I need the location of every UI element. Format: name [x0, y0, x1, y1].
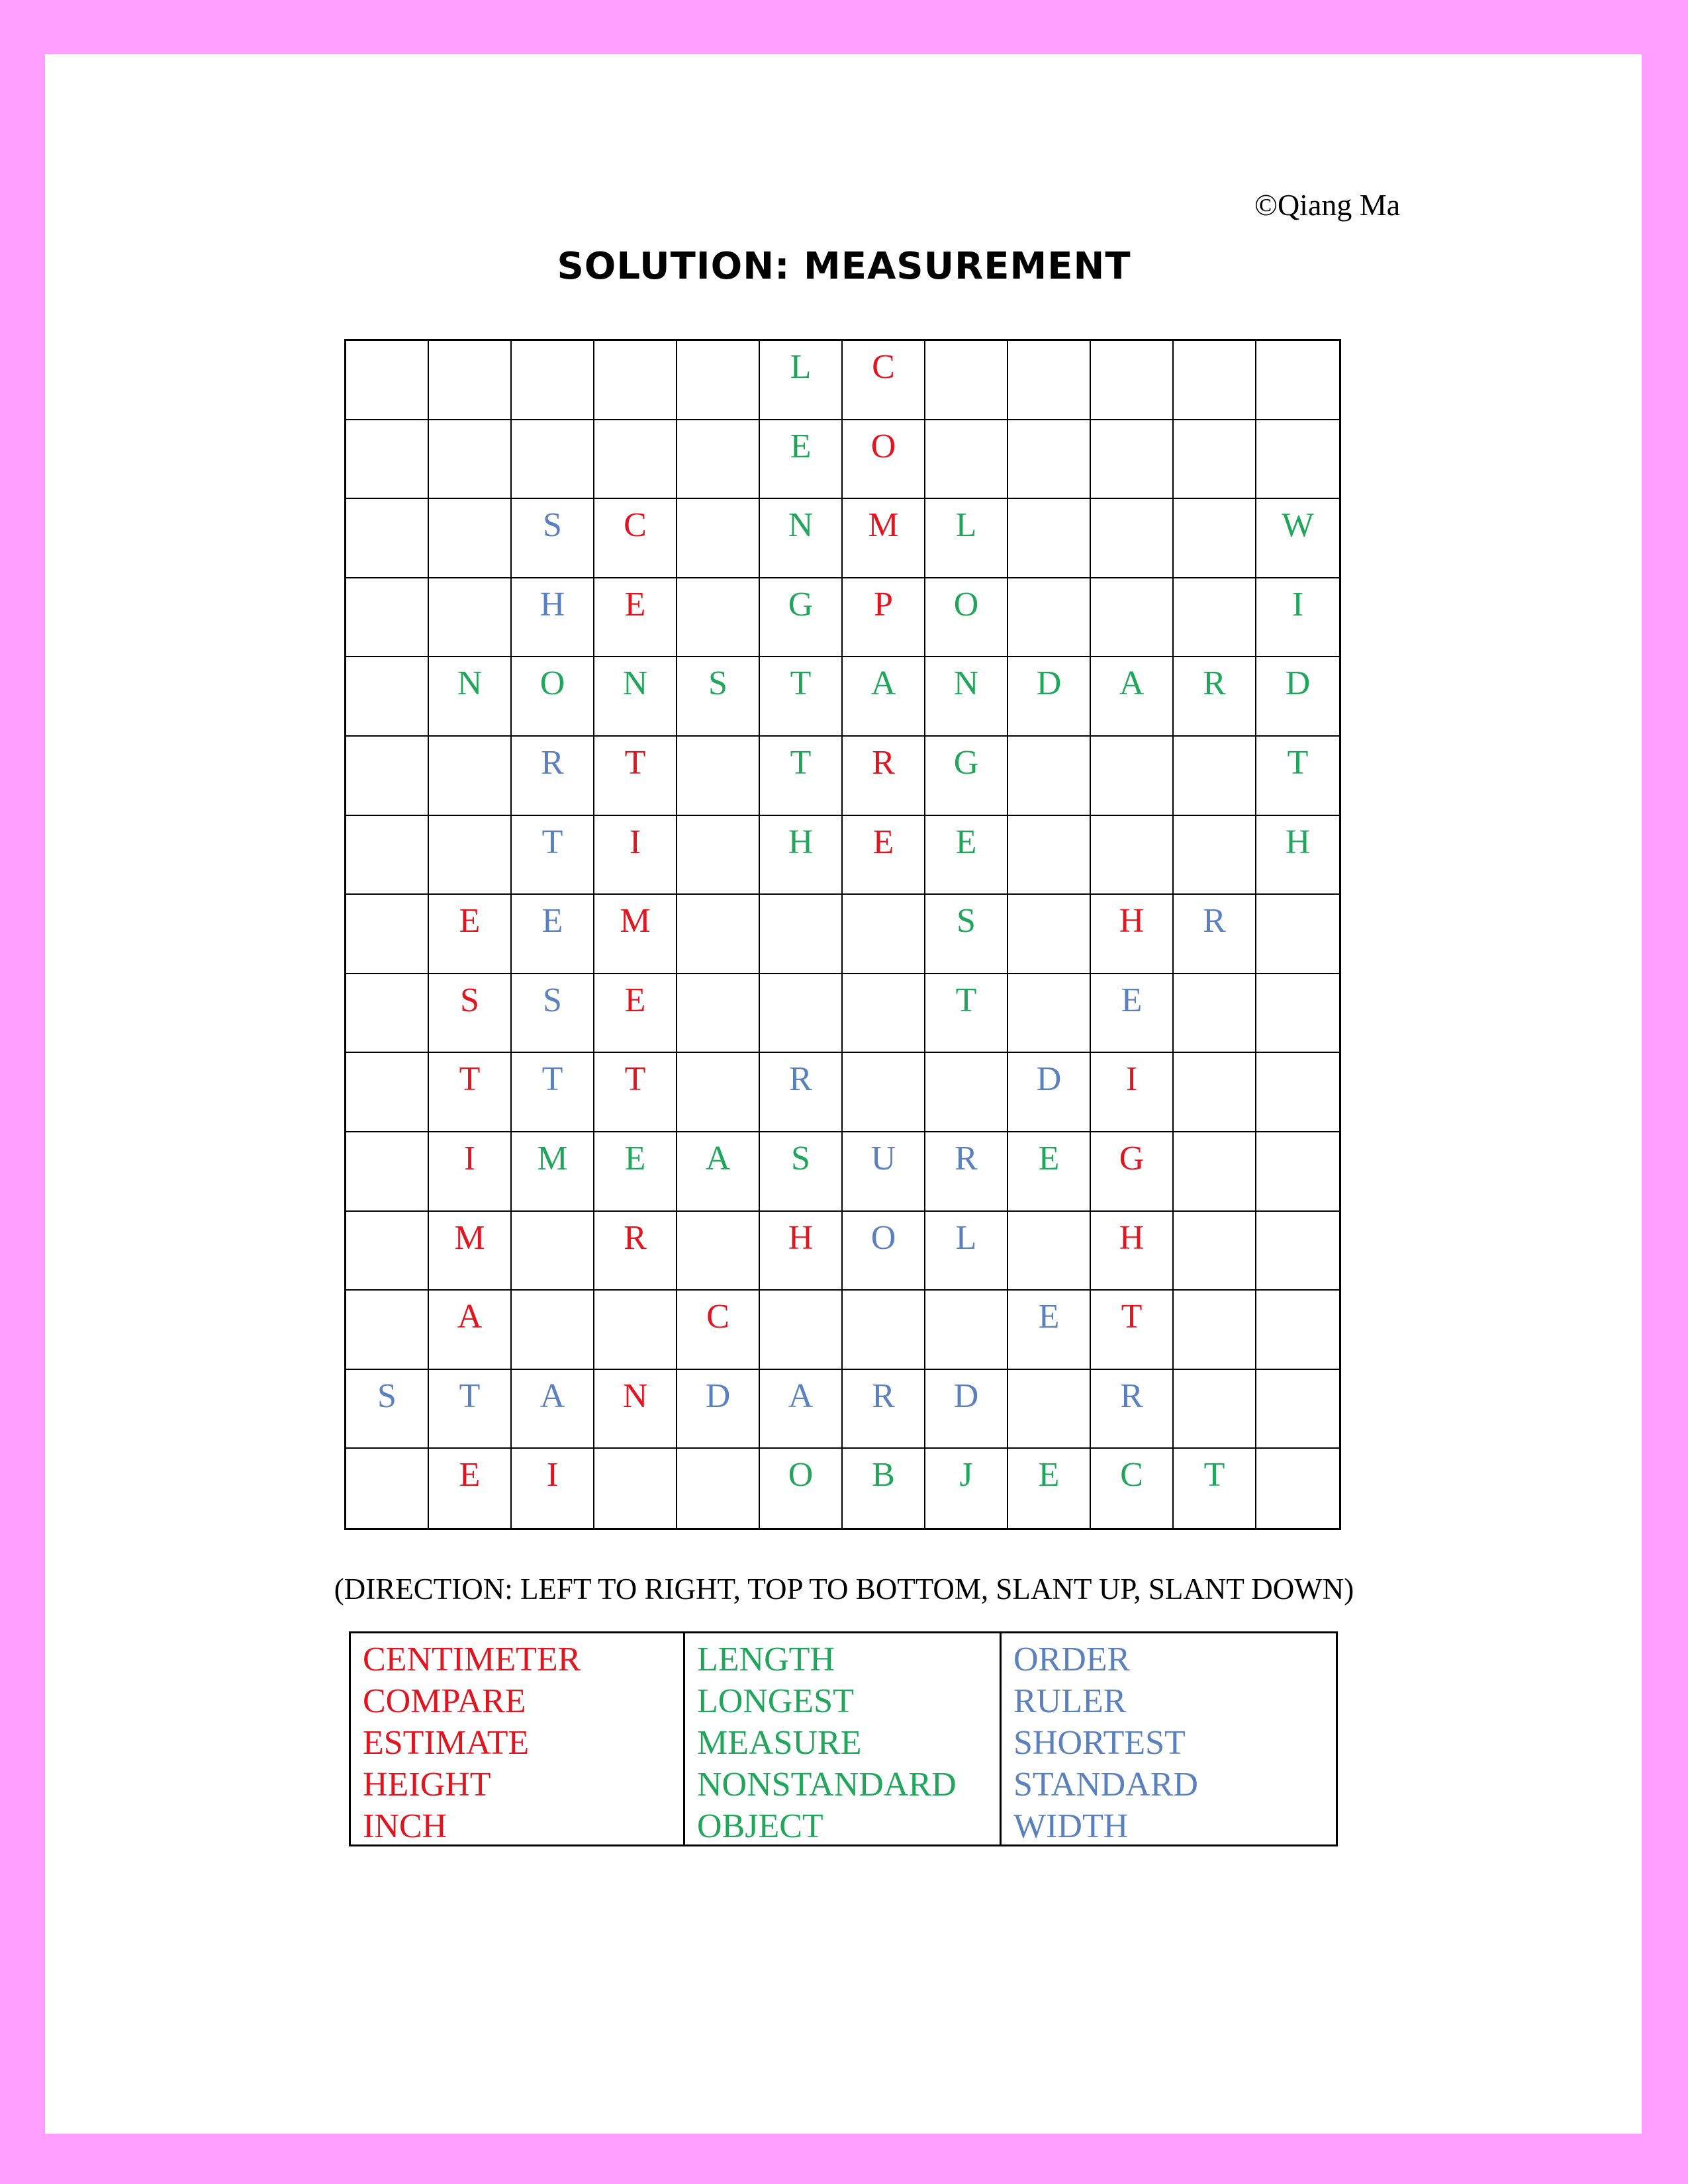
grid-cell [429, 816, 512, 895]
grid-cell: E [1008, 1291, 1091, 1370]
grid-cell [1008, 420, 1091, 500]
direction-note: (DIRECTION: LEFT TO RIGHT, TOP TO BOTTOM, SLANT UP, SLANT DOWN) [334, 1572, 1354, 1606]
copyright-notice: ©Qiang Ma [1254, 188, 1401, 222]
grid-cell: R [1174, 657, 1256, 737]
grid-cell: G [925, 737, 1008, 816]
grid-cell [512, 1291, 594, 1370]
grid-cell [1256, 1212, 1339, 1291]
grid-cell [843, 1053, 925, 1132]
grid-cell: C [677, 1291, 760, 1370]
word-bank-word: INCH [363, 1807, 447, 1845]
grid-cell: T [1174, 1449, 1256, 1528]
grid-cell [429, 578, 512, 658]
grid-cell [677, 1053, 760, 1132]
grid-cell: A [843, 657, 925, 737]
grid-cell: M [429, 1212, 512, 1291]
grid-cell [429, 341, 512, 420]
grid-cell: L [925, 1212, 1008, 1291]
grid-cell [1174, 341, 1256, 420]
grid-cell: R [843, 737, 925, 816]
grid-cell: E [594, 1132, 677, 1212]
grid-cell [1091, 816, 1174, 895]
grid-cell [1008, 737, 1091, 816]
grid-cell [1091, 420, 1174, 500]
word-bank-word: OBJECT [697, 1807, 823, 1845]
grid-cell: P [843, 578, 925, 658]
grid-cell [346, 420, 429, 500]
grid-cell [594, 1449, 677, 1528]
grid-cell: E [1091, 974, 1174, 1054]
grid-cell: B [843, 1449, 925, 1528]
grid-cell: E [512, 895, 594, 974]
grid-cell: R [925, 1132, 1008, 1212]
grid-cell [346, 974, 429, 1054]
grid-cell: D [1256, 657, 1339, 737]
grid-cell: H [760, 816, 843, 895]
grid-cell: W [1256, 499, 1339, 578]
grid-cell [1174, 1132, 1256, 1212]
grid-cell [1256, 1370, 1339, 1449]
word-bank-word: HEIGHT [363, 1766, 491, 1803]
grid-cell [1256, 1053, 1339, 1132]
grid-cell: A [1091, 657, 1174, 737]
grid-cell: S [760, 1132, 843, 1212]
grid-cell: N [925, 657, 1008, 737]
word-bank-word: STANDARD [1013, 1766, 1198, 1803]
grid-cell [429, 420, 512, 500]
grid-cell [429, 499, 512, 578]
grid-cell: D [925, 1370, 1008, 1449]
word-bank-word: MEASURE [697, 1724, 862, 1762]
grid-cell: H [1091, 1212, 1174, 1291]
grid-cell: I [429, 1132, 512, 1212]
grid-cell [1174, 1212, 1256, 1291]
grid-cell: S [925, 895, 1008, 974]
grid-cell [1091, 499, 1174, 578]
grid-cell [677, 816, 760, 895]
word-bank-word: WIDTH [1013, 1807, 1129, 1845]
grid-cell [1008, 974, 1091, 1054]
grid-cell: L [925, 499, 1008, 578]
grid-cell [346, 816, 429, 895]
grid-cell: E [429, 895, 512, 974]
grid-cell [1091, 341, 1174, 420]
grid-cell [594, 420, 677, 500]
grid-cell: E [594, 974, 677, 1054]
grid-cell: C [843, 341, 925, 420]
word-bank-word: ORDER [1013, 1641, 1131, 1678]
grid-cell: S [429, 974, 512, 1054]
grid-cell [677, 1449, 760, 1528]
grid-cell [925, 420, 1008, 500]
grid-cell [1256, 974, 1339, 1054]
grid-cell: M [594, 895, 677, 974]
grid-cell: G [1091, 1132, 1174, 1212]
grid-cell: R [760, 1053, 843, 1132]
grid-cell [346, 1053, 429, 1132]
grid-cell [346, 657, 429, 737]
grid-cell [346, 341, 429, 420]
word-bank-word: LONGEST [697, 1682, 854, 1720]
word-bank-word: ESTIMATE [363, 1724, 530, 1762]
grid-cell: S [677, 657, 760, 737]
grid-cell: T [594, 1053, 677, 1132]
grid-cell [1174, 974, 1256, 1054]
grid-cell [346, 499, 429, 578]
grid-cell [429, 737, 512, 816]
word-bank-column [1002, 1633, 1336, 1844]
grid-cell: L [760, 341, 843, 420]
grid-cell [346, 1291, 429, 1370]
grid-cell [346, 895, 429, 974]
grid-cell: O [512, 657, 594, 737]
word-search-grid [344, 339, 1341, 1530]
grid-cell: R [843, 1370, 925, 1449]
grid-cell [1174, 1291, 1256, 1370]
grid-cell [1256, 420, 1339, 500]
grid-cell [1256, 1132, 1339, 1212]
grid-cell: N [760, 499, 843, 578]
grid-cell: E [925, 816, 1008, 895]
grid-cell [1091, 578, 1174, 658]
grid-cell: C [1091, 1449, 1174, 1528]
grid-cell: R [594, 1212, 677, 1291]
grid-cell [677, 341, 760, 420]
grid-cell [1174, 420, 1256, 500]
grid-cell: O [760, 1449, 843, 1528]
grid-cell [677, 420, 760, 500]
grid-cell: G [760, 578, 843, 658]
grid-cell: A [512, 1370, 594, 1449]
grid-cell [594, 1291, 677, 1370]
grid-cell [1174, 499, 1256, 578]
grid-cell [1091, 737, 1174, 816]
grid-cell [594, 341, 677, 420]
grid-cell [512, 341, 594, 420]
grid-cell: A [677, 1132, 760, 1212]
grid-cell: S [512, 974, 594, 1054]
grid-cell: T [760, 657, 843, 737]
grid-cell [843, 1291, 925, 1370]
grid-cell: T [512, 816, 594, 895]
grid-cell: A [429, 1291, 512, 1370]
grid-cell: N [429, 657, 512, 737]
grid-cell: H [1091, 895, 1174, 974]
grid-cell: A [760, 1370, 843, 1449]
grid-cell: H [512, 578, 594, 658]
grid-cell [346, 578, 429, 658]
grid-cell [677, 974, 760, 1054]
grid-cell [1256, 895, 1339, 974]
grid-cell [677, 578, 760, 658]
grid-cell: N [594, 1370, 677, 1449]
grid-cell [925, 1291, 1008, 1370]
grid-cell: R [1091, 1370, 1174, 1449]
grid-cell: I [1091, 1053, 1174, 1132]
grid-cell [1174, 578, 1256, 658]
grid-cell [677, 1212, 760, 1291]
grid-cell: E [429, 1449, 512, 1528]
grid-cell: H [760, 1212, 843, 1291]
grid-cell [925, 1053, 1008, 1132]
grid-cell: T [925, 974, 1008, 1054]
grid-cell: D [1008, 657, 1091, 737]
grid-cell: O [925, 578, 1008, 658]
word-bank-word: SHORTEST [1013, 1724, 1186, 1762]
grid-cell [1256, 1449, 1339, 1528]
grid-cell: T [1256, 737, 1339, 816]
grid-cell: O [843, 1212, 925, 1291]
grid-cell [1008, 895, 1091, 974]
grid-cell: T [429, 1053, 512, 1132]
grid-cell [677, 895, 760, 974]
grid-cell: R [512, 737, 594, 816]
grid-cell: E [1008, 1449, 1091, 1528]
grid-cell: T [594, 737, 677, 816]
grid-cell [1008, 499, 1091, 578]
grid-cell [346, 1212, 429, 1291]
grid-cell: E [843, 816, 925, 895]
grid-cell [512, 1212, 594, 1291]
grid-cell [1008, 341, 1091, 420]
grid-cell [843, 895, 925, 974]
grid-cell [1174, 816, 1256, 895]
grid-cell: S [512, 499, 594, 578]
grid-cell [1174, 1053, 1256, 1132]
grid-cell [760, 895, 843, 974]
grid-cell: J [925, 1449, 1008, 1528]
grid-cell: U [843, 1132, 925, 1212]
grid-cell [1008, 1212, 1091, 1291]
grid-cell [1174, 737, 1256, 816]
grid-cell [346, 1449, 429, 1528]
grid-cell: O [843, 420, 925, 500]
word-bank-word: COMPARE [363, 1682, 526, 1720]
grid-cell: E [1008, 1132, 1091, 1212]
grid-cell [843, 974, 925, 1054]
grid-cell: S [346, 1370, 429, 1449]
grid-cell: D [1008, 1053, 1091, 1132]
grid-cell [346, 1132, 429, 1212]
grid-cell: T [512, 1053, 594, 1132]
grid-cell: N [594, 657, 677, 737]
word-bank [349, 1631, 1338, 1846]
grid-cell: E [760, 420, 843, 500]
word-bank-word: NONSTANDARD [697, 1766, 957, 1803]
word-bank-word: CENTIMETER [363, 1641, 581, 1678]
word-bank-column [685, 1633, 1002, 1844]
grid-cell: R [1174, 895, 1256, 974]
grid-cell [1174, 1370, 1256, 1449]
grid-cell [346, 737, 429, 816]
grid-cell [512, 420, 594, 500]
grid-cell: I [594, 816, 677, 895]
grid-cell [760, 974, 843, 1054]
grid-cell [677, 499, 760, 578]
word-bank-word: LENGTH [697, 1641, 835, 1678]
grid-cell: H [1256, 816, 1339, 895]
grid-cell [1008, 578, 1091, 658]
grid-cell: D [677, 1370, 760, 1449]
grid-cell: E [594, 578, 677, 658]
grid-cell: I [512, 1449, 594, 1528]
grid-cell [925, 341, 1008, 420]
grid-cell [1008, 1370, 1091, 1449]
grid-cell: M [512, 1132, 594, 1212]
grid-cell: C [594, 499, 677, 578]
word-bank-column [351, 1633, 685, 1844]
word-bank-word: RULER [1013, 1682, 1127, 1720]
grid-cell: I [1256, 578, 1339, 658]
grid-cell [760, 1291, 843, 1370]
page-title: SOLUTION: MEASUREMENT [557, 245, 1131, 288]
grid-cell: M [843, 499, 925, 578]
grid-cell [1008, 816, 1091, 895]
grid-cell: T [429, 1370, 512, 1449]
grid-cell [677, 737, 760, 816]
grid-cell [1256, 341, 1339, 420]
grid-cell [1256, 1291, 1339, 1370]
grid-cell: T [760, 737, 843, 816]
grid-cell: T [1091, 1291, 1174, 1370]
